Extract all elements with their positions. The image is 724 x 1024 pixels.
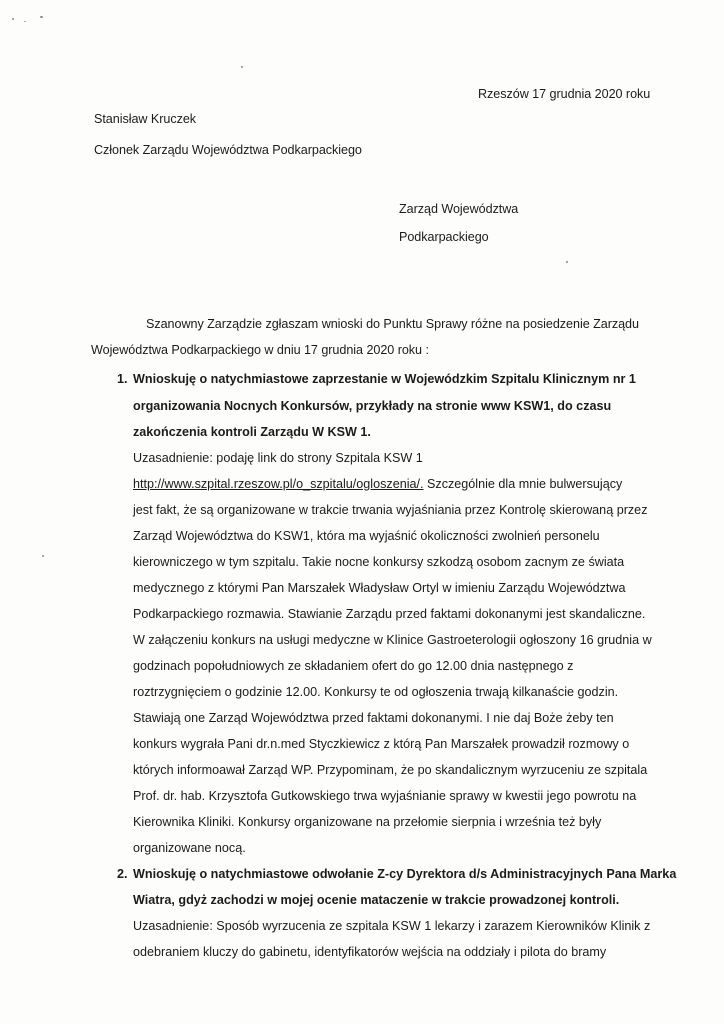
intro-line-1: Szanowny Zarządzie zgłaszam wnioski do Punktu Sprawy różne na posiedzenie Zarządu <box>146 317 639 331</box>
addressee-line-2: Podkarpackiego <box>399 230 489 244</box>
item-1-title-line: organizowania Nocnych Konkursów, przykłady na stronie www KSW1, do czasu <box>133 399 612 413</box>
intro-line-2: Województwa Podkarpackiego w dniu 17 grudnia 2020 roku : <box>91 343 429 357</box>
item-1-justification-label: Uzasadnienie: podaję link do strony Szpitala KSW 1 <box>133 451 423 465</box>
item-1-body-line: kierowniczego w tym szpitalu. Takie nocne konkursy szkodzą osobom zacnym ze świata <box>133 555 625 569</box>
scan-speck <box>42 555 44 557</box>
item-1-body-line: organizowane nocą. <box>133 841 246 855</box>
item-1-body-line: W załączeniu konkurs na usługi medyczne w Klinice Gastroeterologii ogłoszony 16 grudnia w <box>133 633 652 647</box>
item-1-body-line: których informoawał Zarząd WP. Przypominam, że po skandalicznym wyrzuceniu ze szpitala <box>133 763 648 777</box>
link-trailing-text: Szczególnie dla mnie bulwersujący <box>423 477 623 491</box>
item-1-body-line: Stawiają one Zarząd Województwa przed faktami dokonanymi. I nie daj Boże żeby ten <box>133 711 614 725</box>
sender-name: Stanisław Kruczek <box>94 112 197 126</box>
item-2-body-line: odebraniem kluczy do gabinetu, identyfikatorów wejścia na oddziały i pilota do bramy <box>133 945 607 959</box>
place-date: Rzeszów 17 grudnia 2020 roku <box>478 87 651 101</box>
item-2-body-line: Uzasadnienie: Sposób wyrzucenia ze szpitala KSW 1 lekarzy i zarazem Kierowników Klinik z <box>133 919 651 933</box>
sender-role: Członek Zarządu Województwa Podkarpackiego <box>94 143 362 157</box>
item-1-title-line: Wnioskuję o natychmiastowe zaprzestanie w Wojewódzkim Szpitalu Klinicznym nr 1 <box>133 372 636 386</box>
item-1-body-line: konkurs wygrała Pani dr.n.med Styczkiewicz z którą Pan Marszałek prowadził rozmowy o <box>133 737 630 751</box>
item-1-link-line <box>133 476 622 492</box>
scan-speck <box>566 261 568 263</box>
item-1-body-line: Podkarpackiego rozmawia. Stawianie Zarządu przed faktami dokonanymi jest skandaliczne. <box>133 607 646 621</box>
item-2-number: 2. <box>117 867 128 881</box>
scan-speck <box>24 21 26 22</box>
item-1-title-line: zakończenia kontroli Zarządu W KSW 1. <box>133 425 371 439</box>
scan-speck <box>241 66 243 68</box>
scan-speck <box>40 16 43 18</box>
item-1-body-line: Kierownika Kliniki. Konkursy organizowane na przełomie sierpnia i września też były <box>133 815 602 829</box>
item-1-body-line: godzinach popołudniowych ze składaniem ofert do go 12.00 dnia następnego z <box>133 659 574 673</box>
item-2-title-line: Wnioskuję o natychmiastowe odwołanie Z-cy Dyrektora d/s Administracyjnych Pana Marka <box>133 867 677 881</box>
item-1-body-line: medycznego z którymi Pan Marszałek Władysław Ortyl w imieniu Zarządu Województwa <box>133 581 626 595</box>
item-1-body-line: Zarząd Województwa do KSW1, która ma wyjaśnić okoliczności zwolnień personelu <box>133 529 600 543</box>
scan-speck <box>12 18 14 20</box>
item-1-body-line: Prof. dr. hab. Krzysztofa Gutkowskiego trwa wyjaśnianie sprawy w kwestii jego powrotu na <box>133 789 637 803</box>
item-2-title-line: Wiatra, gdyż zachodzi w mojej ocenie mataczenie w trakcie prowadzonej kontroli. <box>133 893 620 907</box>
item-1-body-line: roztrzygnięciem o godzinie 12.00. Konkursy te od ogłoszenia trwają kilkanaście godzin. <box>133 685 619 699</box>
item-1-body-line: jest fakt, że są organizowane w trakcie trwania wyjaśniania przez Kontrolę skierowaną przez <box>133 503 648 517</box>
hospital-link[interactable]: http://www.szpital.rzeszow.pl/o_szpitalu/ogloszenia/. <box>133 477 424 491</box>
addressee-line-1: Zarząd Województwa <box>399 202 519 216</box>
item-1-number: 1. <box>117 372 128 386</box>
